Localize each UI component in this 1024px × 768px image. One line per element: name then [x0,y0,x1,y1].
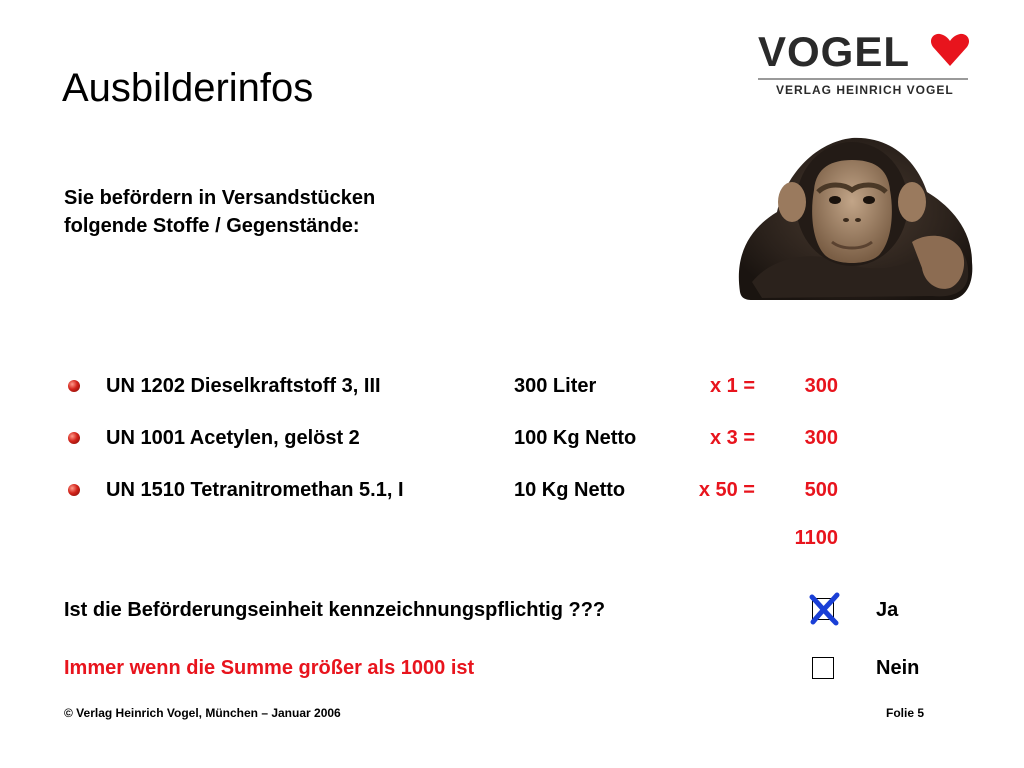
vogel-logo [758,30,970,100]
intro-line-1: Sie befördern in Versandstücken [64,187,376,209]
item-points: 300 [804,427,838,449]
bullet-icon [68,484,80,496]
item-name: UN 1001 Acetylen, gelöst 2 [106,427,360,449]
nein-checkbox[interactable] [812,657,834,679]
chimpanzee-image [732,132,977,304]
item-quantity: 100 Kg Netto [514,427,637,449]
slide-number: Folie 5 [886,706,925,720]
logo-wordmark: VOGEL [758,28,911,75]
item-name: UN 1202 Dieselkraftstoff 3, III [106,375,381,397]
item-factor: x 1 = [709,375,755,397]
item-factor: x 50 = [698,479,755,501]
page-title: Ausbilderinfos [62,65,314,110]
bullet-icon [68,380,80,392]
footer-copyright: © Verlag Heinrich Vogel, München – Januar 2006 [64,706,341,720]
logo-subline: VERLAG HEINRICH VOGEL [776,83,954,97]
question-text: Ist die Beförderungseinheit kennzeichnungspflichtig ??? [64,599,606,621]
checked-cross-icon [806,591,842,627]
heart-icon [930,32,970,68]
item-quantity: 10 Kg Netto [514,479,626,501]
item-points: 300 [804,375,838,397]
item-quantity: 300 Liter [514,375,597,397]
total-sum: 1100 [794,527,838,549]
item-name: UN 1510 Tetranitromethan 5.1, I [106,479,404,501]
item-points: 500 [804,479,838,501]
item-factor: x 3 = [709,427,755,449]
ja-label: Ja [876,599,899,621]
intro-text [64,184,375,240]
answer-text: Immer wenn die Summe größer als 1000 ist [64,657,475,679]
logo-divider [758,78,968,80]
intro-line-2: folgende Stoffe / Gegenstände: [64,215,360,237]
nein-label: Nein [876,657,920,679]
bullet-icon [68,432,80,444]
